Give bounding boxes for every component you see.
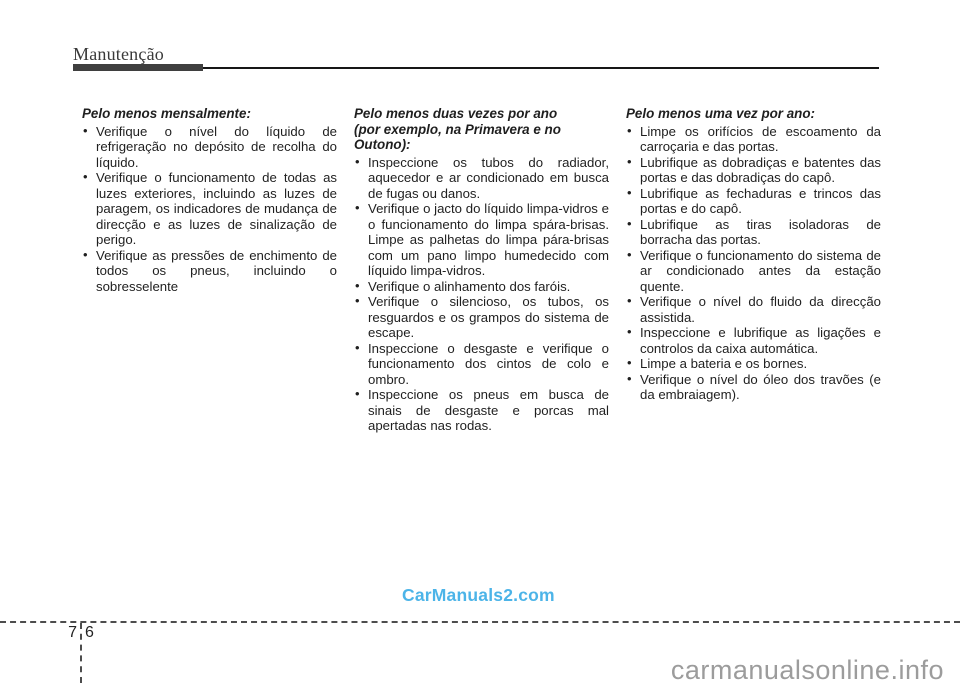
list-item-text: Lubrifique as dobradiças e batentes das portas e das dobradiças do capô. <box>640 154 881 186</box>
list-item <box>354 341 609 388</box>
title-underline-rule <box>203 67 879 69</box>
list-item-text: Inspeccione e lubrifique as ligações e controlos da caixa automática. <box>640 325 881 356</box>
bullet-icon: • <box>355 386 360 402</box>
bullet-list <box>626 124 881 403</box>
list-item <box>82 170 337 248</box>
list-item-text: Verifique o funcionamento de todas as luzes exteriores, incluindo as luzes de paragem, os indicadores de mudança de direcção e as luzes de sinalização de perigo. <box>96 170 337 248</box>
list-item-text: Verifique o alinhamento dos faróis. <box>368 278 571 294</box>
column-heading <box>82 106 337 122</box>
page-title: Manutenção <box>73 44 164 64</box>
list-item <box>354 201 609 279</box>
bullet-icon: • <box>627 122 632 138</box>
bullet-list <box>354 155 609 434</box>
list-item <box>354 294 609 341</box>
content-columns <box>82 106 881 434</box>
bullet-icon: • <box>627 184 632 200</box>
list-item-text: Limpe a bateria e os bornes. <box>640 356 808 372</box>
bullet-icon: • <box>355 293 360 309</box>
list-item-text: Verifique o nível do fluido da direcção assistida. <box>640 294 881 325</box>
column-monthly <box>82 106 337 434</box>
footer-dashed-rule <box>0 621 960 623</box>
list-item <box>626 294 881 325</box>
list-item-text: Inspeccione os pneus em busca de sinais de desgaste e porcas mal apertadas nas rodas. <box>368 387 609 434</box>
list-item <box>82 248 337 295</box>
list-item-text: Inspeccione os tubos do radiador, aquecedor e ar condicionado em busca de fugas ou danos. <box>368 154 609 201</box>
bullet-icon: • <box>355 277 360 293</box>
list-item-text: Verifique o jacto do líquido limpa-vidros e o funcionamento do limpa spára-brisas. Limpe as palhetas do limpa pára-brisas com um pano limpo humedecido com líquido limpa-vidros. <box>368 201 609 279</box>
bullet-icon: • <box>83 169 88 185</box>
list-item <box>82 124 337 171</box>
list-item <box>626 325 881 356</box>
bullet-list <box>82 124 337 295</box>
list-item <box>626 356 881 372</box>
list-item <box>354 387 609 434</box>
list-item <box>626 124 881 155</box>
column-heading <box>626 106 881 122</box>
bullet-icon: • <box>627 293 632 309</box>
list-item-text: Verifique o silencioso, os tubos, os resguardos e os grampos do sistema de escape. <box>368 294 609 341</box>
bullet-icon: • <box>83 122 88 138</box>
bullet-icon: • <box>83 246 88 262</box>
column-twice-yearly <box>354 106 609 434</box>
bullet-icon: • <box>627 370 632 386</box>
page-number: 6 <box>85 624 94 641</box>
list-item-text: Verifique as pressões de enchimento de todos os pneus, incluindo o sobresselente <box>96 247 337 294</box>
heading-line: Pelo menos mensalmente: <box>82 106 251 121</box>
column-yearly <box>626 106 881 434</box>
footer-dashed-divider <box>80 623 82 683</box>
bullet-icon: • <box>627 153 632 169</box>
list-item-text: Verifique o funcionamento do sistema de ar condicionado antes da estação quente. <box>640 247 881 294</box>
column-heading <box>354 106 609 153</box>
list-item <box>626 248 881 295</box>
bullet-icon: • <box>627 355 632 371</box>
heading-line: Outono): <box>354 137 411 153</box>
list-item-text: Verifique o nível do óleo dos travões (e da embraiagem). <box>640 371 881 403</box>
watermark-carmanualsonline: carmanualsonline.info <box>670 655 944 685</box>
watermark-carmanuals2: CarManuals2.com <box>402 585 555 605</box>
list-item-text: Verifique o nível do líquido de refrigeração no depósito de recolha do líquido. <box>96 123 337 170</box>
heading-line: (por exemplo, na Primavera e no <box>354 121 561 137</box>
heading-line: Pelo menos uma vez por ano: <box>626 106 815 121</box>
list-item <box>354 279 609 295</box>
list-item <box>354 155 609 202</box>
list-item-text: Lubrifique as fechaduras e trincos das portas e do capô. <box>640 185 881 217</box>
bullet-icon: • <box>627 215 632 231</box>
list-item <box>626 372 881 403</box>
bullet-icon: • <box>355 200 360 216</box>
bullet-icon: • <box>627 246 632 262</box>
list-item-text: Lubrifique as tiras isoladoras de borracha das portas. <box>640 216 881 248</box>
list-item <box>626 217 881 248</box>
bullet-icon: • <box>627 324 632 340</box>
bullet-icon: • <box>355 153 360 169</box>
list-item-text: Inspeccione o desgaste e verifique o funcionamento dos cintos de colo e ombro. <box>368 340 609 387</box>
heading-line: Pelo menos duas vezes por ano <box>354 106 558 121</box>
bullet-icon: • <box>355 339 360 355</box>
title-underline-bar <box>73 64 203 71</box>
chapter-number: 7 <box>68 624 77 641</box>
list-item <box>626 155 881 186</box>
list-item-text: Limpe os orifícios de escoamento da carroçaria e das portas. <box>640 123 881 155</box>
list-item <box>626 186 881 217</box>
